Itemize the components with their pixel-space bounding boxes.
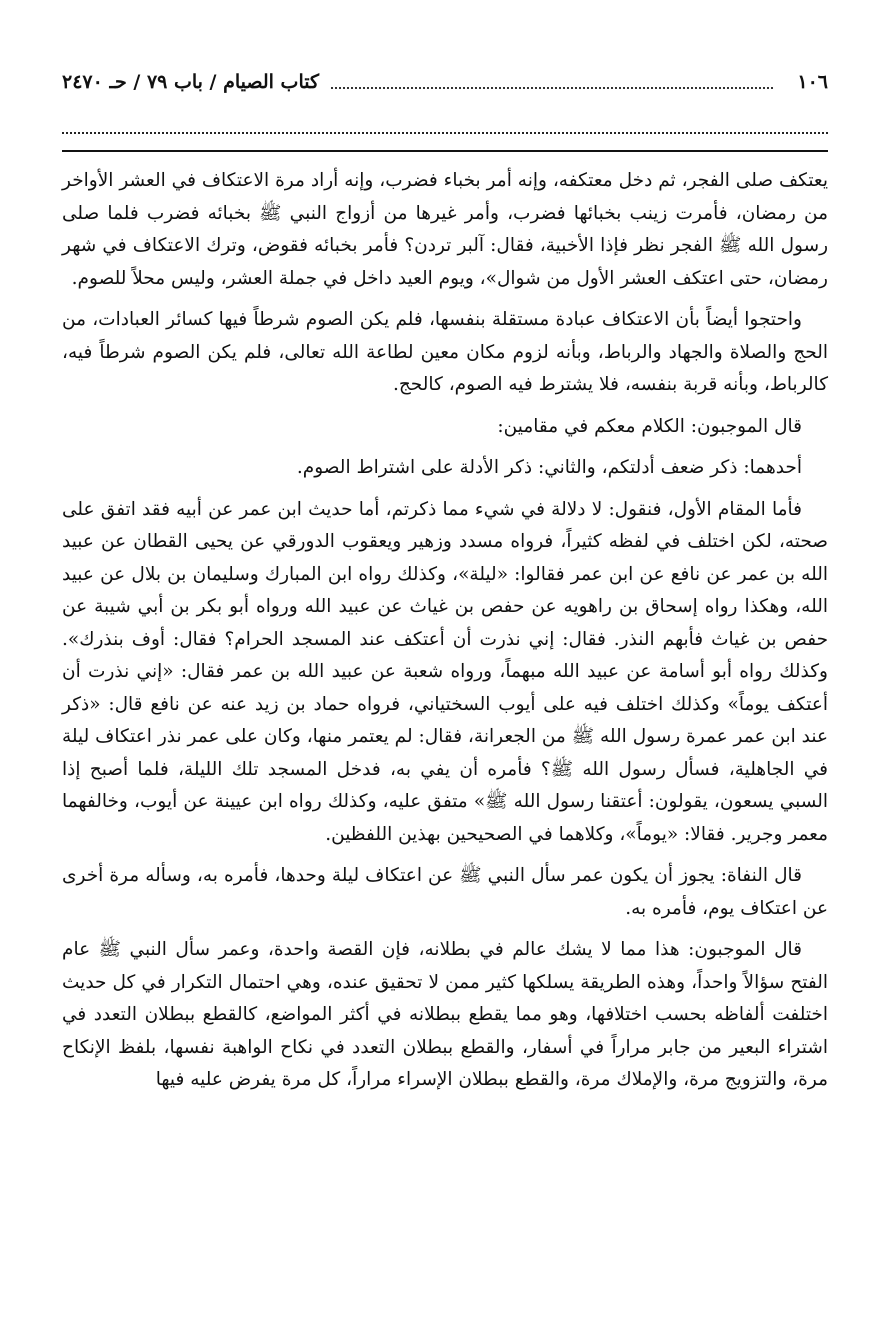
page-number: ١٠٦	[797, 71, 828, 93]
paragraph-1: يعتكف صلى الفجر، ثم دخل معتكفه، وإنه أمر بخباء فضرب، وإنه أراد مرة الاعتكاف في العشر الأواخر من رمضان، فأمرت زينب بخبائها فضرب، وأمر غيرها من أزواج النبي ﷺ بخبائه فضرب فلما صلى رسول الله ﷺ الفجر نظر فإذا الأخبية، فقال: آلبر تردن؟ فأمر بخبائه فقوض، وترك الاعتكاف في شهر رمضان، حتى اعتكف العشر الأول من شوال»، ويوم العيد داخل في جملة العشر، وليس محلاً للصوم.	[62, 170, 828, 289]
paragraph-6: قال النفاة: يجوز أن يكون عمر سأل النبي ﷺ عن اعتكاف ليلة وحدها، فأمره به، وسأله مرة أخرى عن اعتكاف يوم، فأمره به.	[62, 865, 828, 919]
main-text	[62, 165, 828, 1106]
paragraph-4: أحدهما: ذكر ضعف أدلتكم، والثاني: ذكر الأدلة على اشتراط الصوم.	[296, 457, 802, 478]
header-dotted-leader	[331, 75, 773, 89]
running-header	[62, 62, 828, 102]
dotted-divider	[62, 128, 828, 134]
header-rule	[62, 150, 828, 152]
header-title: كتاب الصيام / باب ٧٩ / حـ ٢٤٧٠	[62, 71, 320, 93]
paragraph-3: قال الموجبون: الكلام معكم في مقامين:	[497, 415, 802, 437]
paragraph-2: واحتجوا أيضاً بأن الاعتكاف عبادة مستقلة بنفسها، فلم يكن الصوم شرطاً فيها كسائر العبادات، من الحج والصلاة والجهاد والرباط، وبأنه لزوم مكان معين لطاعة الله تعالى، فلم يكن الصوم شرطاً فيه، كالرباط، وبأنه قربة بنفسه، فلا يشترط فيه الصوم، كالحج.	[62, 309, 828, 395]
paragraph-7: قال الموجبون: هذا مما لا يشك عالم في بطلانه، فإن القصة واحدة، وعمر سأل النبي ﷺ عام الفتح سؤالاً واحداً، وهذه الطريقة يسلكها كثير ممن لا تحقيق عنده، وهي احتمال التكرار في كل حديث اختلفت ألفاظه بحسب اختلافها، وهو مما يقطع ببطلانه في أكثر المواضع، كالقطع ببطلان التعدد في اشتراء البعير من جابر مراراً في أسفار، والقطع ببطلان التعدد في نكاح الواهبة نفسها، بلفظ الإنكاح مرة، والتزويج مرة، والإملاك مرة، والقطع ببطلان الإسراء مراراً، كل مرة يفرض عليه فيها	[62, 939, 828, 1090]
paragraph-5: فأما المقام الأول، فنقول: لا دلالة في شيء مما ذكرتم، أما حديث ابن عمر عن أبيه فقد اتفق على صحته، لكن اختلف في لفظه كثيراً، فرواه مسدد وزهير ويعقوب الدورقي عن يحيى القطان عن عبيد الله بن عمر عن نافع عن ابن عمر فقالوا: «ليلة»، وكذلك رواه ابن المبارك وسليمان بن بلال عن عبيد الله، وهكذا رواه إسحاق بن راهويه عن حفص بن غياث عن عبيد الله ورواه أبو بكر بن أبي شيبة عن حفص بن غياث فأبهم النذر. فقال: إني نذرت أن أعتكف عند المسجد الحرام؟ فقال: أوف بنذرك». وكذلك رواه أبو أسامة عن عبيد الله مبهماً، ورواه شعبة عن عبيد الله بن عمر فقال: «إني نذرت أن أعتكف يوماً» وكذلك اختلف فيه على أيوب السختياني، فرواه حماد بن زيد عنه عن نافع قال: «ذكر عند ابن عمر عمرة رسول الله ﷺ من الجعرانة، فقال: لم يعتمر منها، وكان على عمر نذر اعتكاف ليلة في الجاهلية، فسأل رسول الله ﷺ؟ فأمره أن يفي به، فدخل المسجد تلك الليلة، فلما أصبح إذا السبي يسعون، يقولون: أعتقنا رسول الله ﷺ» متفق عليه، وكذلك رواه ابن عيينة عن أيوب، وخالفهما معمر وجرير. فقالا: «يوماً»، وكلاهما في الصحيحين بهذين اللفظين.	[62, 498, 828, 845]
